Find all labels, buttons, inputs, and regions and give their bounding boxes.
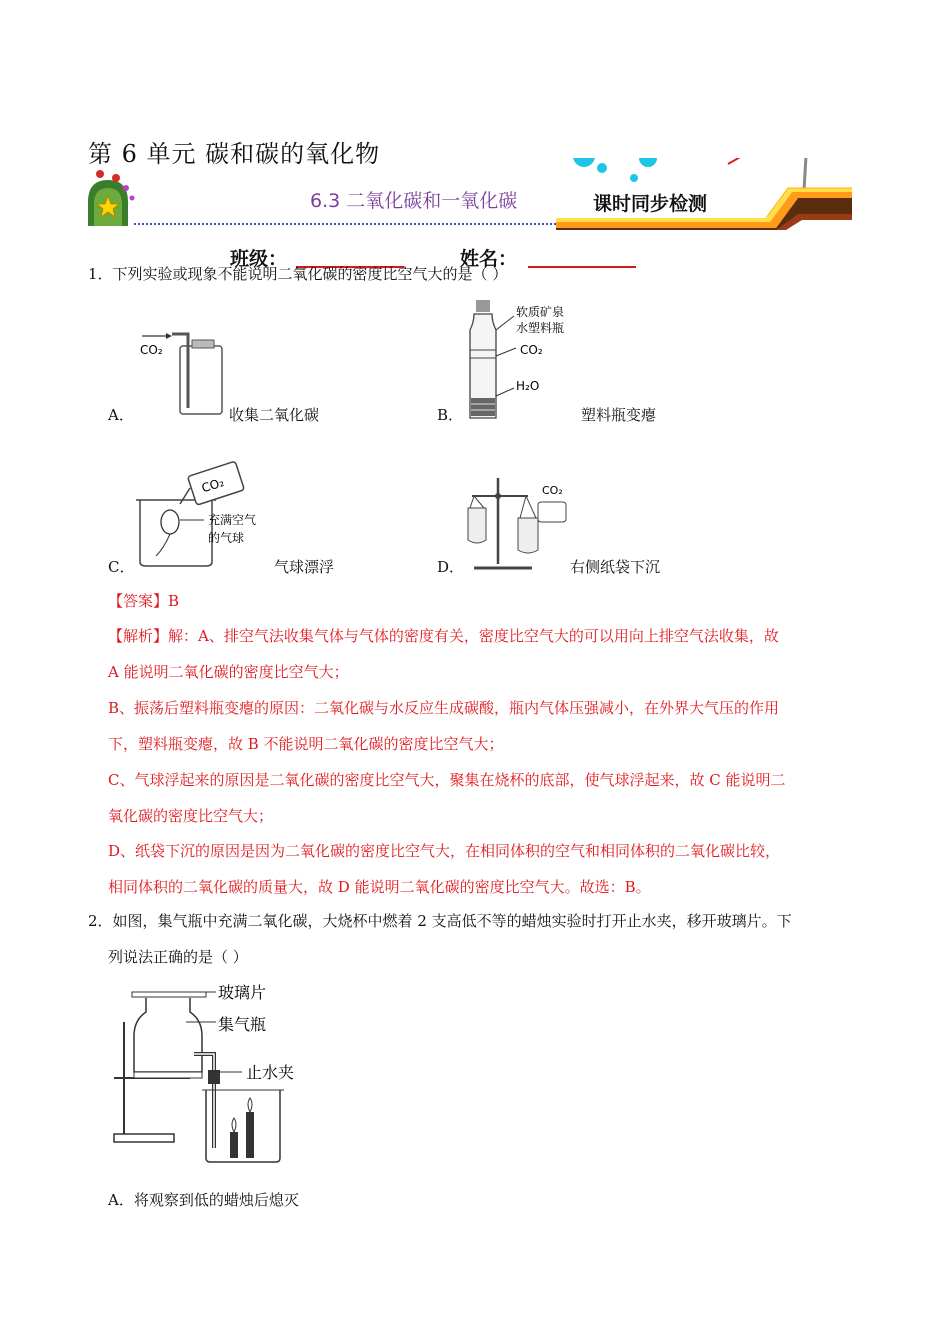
fig-label: H₂O — [516, 379, 540, 393]
fig-label: CO₂ — [140, 343, 163, 357]
name-label: 姓名： — [460, 248, 518, 270]
q1-figure-c — [136, 460, 272, 570]
q1-analysis-line: 相同体积的二氧化碳的质量大，故 D 能说明二氧化碳的密度比空气大。故选：B。 — [108, 878, 651, 896]
desk-lamp-icon — [724, 158, 806, 190]
fig-label: 水塑料瓶 — [516, 321, 565, 335]
bubble-icon — [573, 158, 595, 167]
fig-label: 的气球 — [208, 531, 245, 545]
fig-label: 软质矿泉 — [516, 305, 565, 319]
q1-option-b-caption: 塑料瓶变瘪 — [581, 406, 657, 424]
fig-label: 玻璃片 — [218, 983, 267, 1002]
q1-option-c-caption: 气球漂浮 — [274, 558, 335, 576]
unit-title: 第 6 单元 碳和碳的氧化物 — [88, 140, 381, 168]
q1-option-c-letter: C． — [108, 558, 135, 576]
q2-option-a: A．将观察到低的蜡烛后熄灭 — [108, 1191, 299, 1209]
section-title: 6.3 二氧化碳和一氧化碳 — [310, 190, 518, 212]
q1-answer: 【答案】B — [108, 592, 180, 610]
q1-option-a-letter: A． — [108, 406, 134, 424]
q1-option-d-caption: 右侧纸袋下沉 — [570, 558, 661, 576]
fig-label: 止水夹 — [246, 1063, 295, 1082]
q1-analysis-line: A 能说明二氧化碳的密度比空气大； — [108, 663, 349, 681]
q1-analysis-line: 下，塑料瓶变瘪，故 B 不能说明二氧化碳的密度比空气大； — [108, 735, 504, 753]
q2-stem-line1: 2．如图，集气瓶中充满二氧化碳，大烧杯中燃着 2 支高低不等的蜡烛实验时打开止水夹，移开玻璃片。下 — [88, 912, 792, 930]
q1-option-a-caption: 收集二氧化碳 — [229, 406, 320, 424]
fig-label: CO₂ — [520, 343, 543, 357]
q2-stem-line2: 列说法正确的是（ ） — [108, 948, 248, 966]
q1-option-b-letter: B． — [437, 406, 464, 424]
q1-analysis-line: B、振荡后塑料瓶变瘪的原因：二氧化碳与水反应生成碳酸，瓶内气体压强减小，在外界大气压的作用 — [108, 699, 780, 717]
q1-analysis-line: D、纸袋下沉的原因是因为二氧化碳的密度比空气大，在相同体积的空气和相同体积的二氧化碳比较， — [108, 842, 781, 860]
fig-label: 集气瓶 — [218, 1015, 267, 1034]
q2-figure — [110, 980, 320, 1170]
fig-label: 充满空气 — [208, 513, 257, 527]
q1-analysis-line: 氧化碳的密度比空气大； — [108, 807, 274, 825]
q1-analysis-line: C、气球浮起来的原因是二氧化碳的密度比空气大，聚集在烧杯的底部，使气球浮起来，故 C 能说明二 — [108, 771, 786, 789]
q1-figure-b — [466, 300, 582, 422]
name-underline — [528, 266, 636, 268]
q1-stem: 1．下列实验或现象不能说明二氧化碳的密度比空气大的是（ ） — [88, 265, 508, 283]
q1-figure-d — [462, 474, 580, 572]
fig-label: CO₂ — [199, 475, 226, 496]
series-label: 课时同步检测 — [593, 193, 708, 215]
q1-analysis-line: 【解析】解：A、排空气法收集气体与气体的密度有关，密度比空气大的可以用向上排空气法收集，故 — [108, 627, 779, 645]
q1-option-d-letter: D． — [437, 558, 465, 576]
class-label: 班级： — [230, 248, 288, 270]
fig-label: CO₂ — [542, 484, 563, 497]
